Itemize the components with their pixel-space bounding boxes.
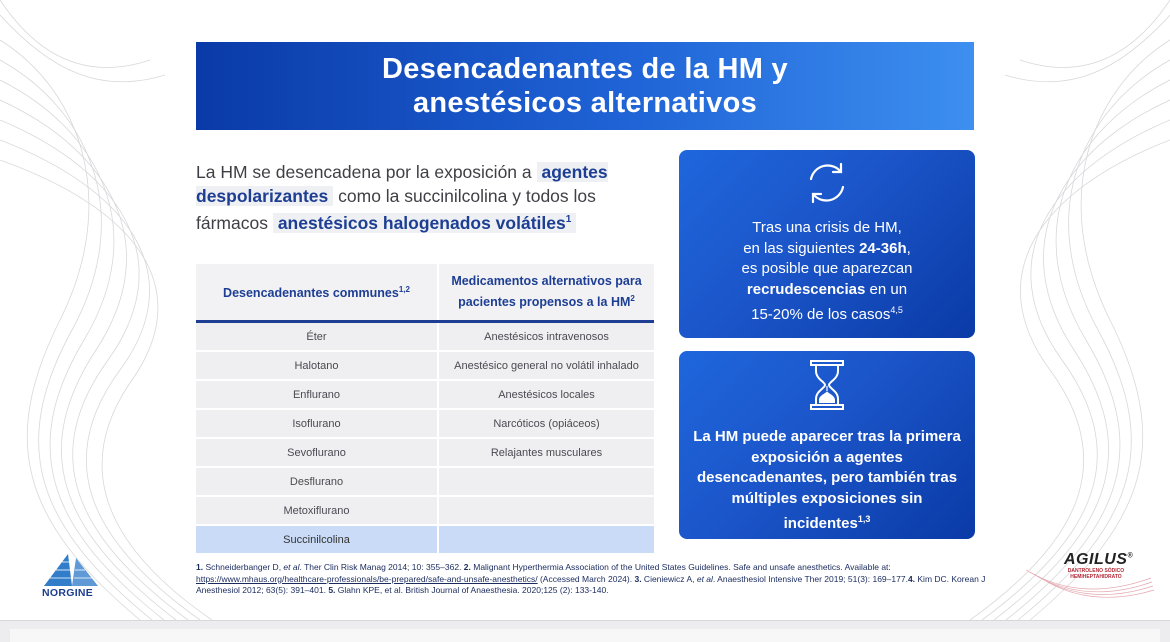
card2-text: La HM puede aparecer tras la primera exposición a agentes desencadenantes, pero también tras múltiples exposiciones sin incidentes <box>693 428 961 532</box>
header-alternatives-sup: 2 <box>630 293 635 303</box>
exposure-text <box>679 427 975 535</box>
table-row <box>196 409 654 438</box>
title-line-1: Desencadenantes de la HM y <box>382 53 788 85</box>
mhaus-link[interactable]: https://www.mhaus.org/healthcare-professionals/be-prepared/safe-and-unsafe-anesthetics/ <box>196 573 538 584</box>
ref-3-etal: et al <box>696 573 713 584</box>
trigger-cell: Metoxiflurano <box>196 496 438 525</box>
title-banner <box>196 42 974 130</box>
card1-recrudescence: recrudescencias <box>746 280 866 298</box>
norgine-logo-text: NORGINE <box>42 587 94 599</box>
alternative-cell <box>438 467 654 496</box>
agilus-subtitle-1: DANTROLENO SÓDICO <box>1067 568 1125 574</box>
hourglass-icon <box>808 359 846 411</box>
trigger-cell: Sevoflurano <box>196 438 438 467</box>
card1-line-4 <box>679 280 975 301</box>
card1-line-4b: en un <box>865 280 908 298</box>
ref-5-num: 5. <box>328 585 336 596</box>
ref-3-rest: . Anaesthesiol Intensive Ther 2019; 51(3): 169–177. <box>712 573 908 584</box>
ref-1-etal: et al <box>283 562 300 572</box>
card1-line-3: es posible que aparezcan <box>741 260 913 277</box>
table-row <box>196 380 654 409</box>
trigger-cell: Enflurano <box>196 380 438 409</box>
card2-sup: 1,3 <box>857 514 871 524</box>
intro-paragraph <box>196 160 646 235</box>
next-slide-edge <box>0 620 1170 642</box>
agilus-logo <box>1064 551 1133 569</box>
intro-text-2: como la succinilcolina y todos los fármacos <box>196 186 596 233</box>
alternative-cell: Narcóticos (opiáceos) <box>438 409 654 438</box>
ref-4-num: 4. <box>907 573 916 584</box>
header-triggers-sup: 1,2 <box>398 285 410 295</box>
table-row <box>196 322 654 352</box>
trigger-cell: Éter <box>196 322 438 352</box>
alternative-cell <box>438 525 654 554</box>
trigger-cell: Isoflurano <box>196 409 438 438</box>
ref-1: Schneiderbanger D, <box>203 562 284 572</box>
title-line-2: anestésicos alternativos <box>412 87 758 119</box>
card1-line-1: Tras una crisis de HM, <box>752 219 902 236</box>
references <box>196 562 986 597</box>
table-row <box>196 438 654 467</box>
trigger-cell: Halotano <box>196 351 438 380</box>
alternative-cell: Relajantes musculares <box>438 438 654 467</box>
recrudescence-card <box>679 150 975 338</box>
intro-text-1: La HM se desencadena por la exposición a <box>196 162 537 182</box>
trigger-cell: Succinilcolina <box>196 525 438 554</box>
card1-line-2a: en las siguientes <box>743 239 860 257</box>
recrudescence-text <box>679 218 975 326</box>
table-row <box>196 467 654 496</box>
agilus-logo-text: AGILUS <box>1064 551 1128 568</box>
ref-1-num: 1. <box>196 562 204 572</box>
intro-sup: 1 <box>565 214 572 225</box>
header-triggers-text: Desencadenantes communes <box>223 286 399 301</box>
agilus-trademark: ® <box>1127 552 1134 560</box>
trigger-cell: Desflurano <box>196 467 438 496</box>
ref-1-rest: . Ther Clin Risk Manag 2014; 10: 355–362. <box>299 562 464 572</box>
ref-2-num: 2. <box>463 562 471 572</box>
header-triggers <box>196 264 438 322</box>
table-header-row <box>196 264 654 322</box>
ref-4: Kim DC. Korean J Anesthesiol 2012; 63(5): 391–401. <box>196 573 986 596</box>
ref-2-rest: (Accessed March 2024). <box>537 573 635 584</box>
intro-highlight-halogenated-text: anestésicos halogenados volátiles <box>277 212 566 233</box>
table-row <box>196 351 654 380</box>
agilus-subtitle-2: HEMIHEPTAHIDRATO <box>1070 573 1122 580</box>
alternative-cell <box>438 496 654 525</box>
header-alternatives-text: Medicamentos alternativos para pacientes propensos a la HM <box>451 273 642 310</box>
card1-line-5-text: 15-20% de los casos <box>751 306 891 323</box>
table-row-highlighted <box>196 525 654 554</box>
triggers-table <box>196 264 654 555</box>
table-row <box>196 496 654 525</box>
refresh-icon <box>802 158 852 208</box>
card1-line-5 <box>679 300 975 326</box>
header-alternatives <box>438 264 654 322</box>
exposure-card <box>679 351 975 539</box>
card1-line-2c: , <box>906 239 911 257</box>
card1-sup: 4,5 <box>890 305 903 315</box>
ref-3-num: 3. <box>634 573 642 584</box>
ref-5: Glahn KPE, et al. British Journal of Anaesthesia. 2020;125 (2): 133-140. <box>335 585 609 596</box>
card1-line-2 <box>679 239 975 260</box>
intro-highlight-depolarizing: agentes despolarizantes <box>196 162 608 206</box>
agilus-subtitle <box>1056 569 1136 580</box>
alternative-cell: Anestésicos locales <box>438 380 654 409</box>
intro-highlight-halogenated <box>273 213 576 233</box>
card1-hours: 24-36h <box>859 239 907 257</box>
ref-3: Cieniewicz A, <box>641 573 697 584</box>
ref-2: Malignant Hyperthermia Association of the United States Guidelines. Safe and unsafe anesthetics. Available at: <box>470 562 891 572</box>
alternative-cell: Anestésico general no volátil inhalado <box>438 351 654 380</box>
alternative-cell: Anestésicos intravenosos <box>438 322 654 352</box>
